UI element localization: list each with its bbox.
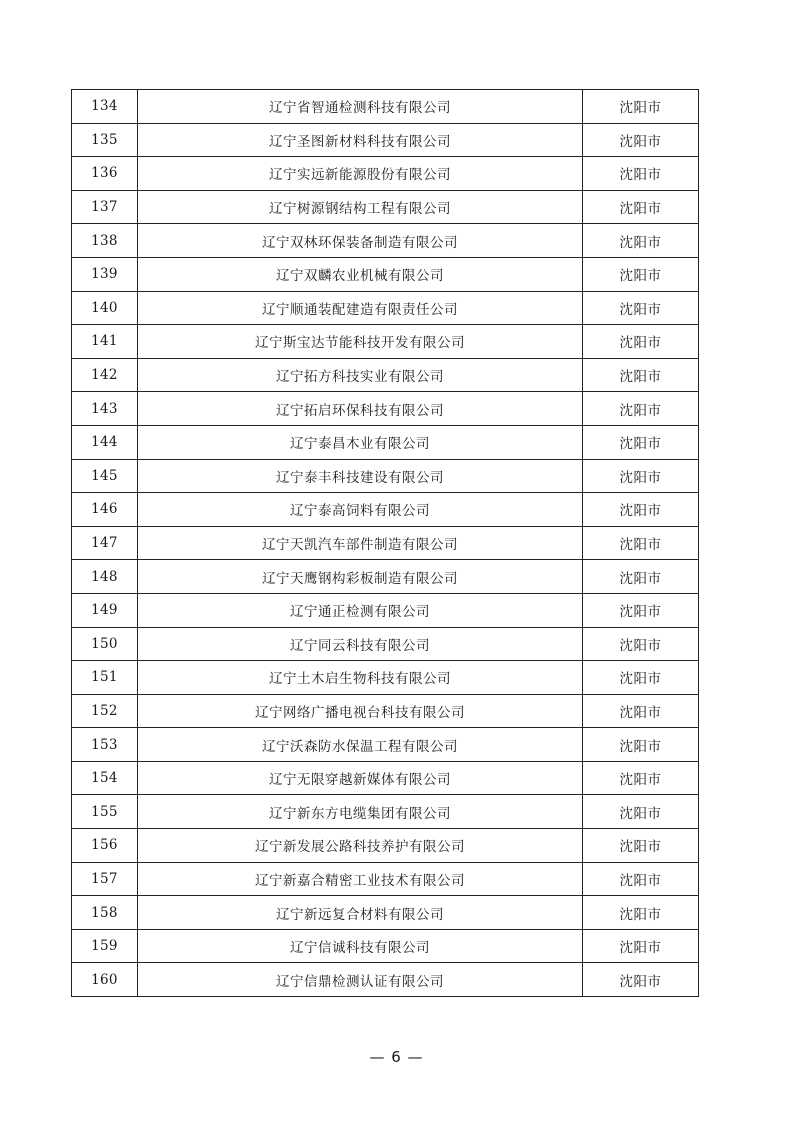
city-name: 沈阳市	[583, 829, 699, 863]
city-name: 沈阳市	[583, 795, 699, 829]
company-name: 辽宁信诚科技有限公司	[138, 929, 583, 963]
row-number: 145	[72, 459, 138, 493]
city-name: 沈阳市	[583, 896, 699, 930]
table-row	[72, 963, 699, 997]
table-row	[72, 627, 699, 661]
company-name: 辽宁新发展公路科技养护有限公司	[138, 829, 583, 863]
row-number: 142	[72, 358, 138, 392]
row-number: 141	[72, 325, 138, 359]
company-name: 辽宁新远复合材料有限公司	[138, 896, 583, 930]
table-row	[72, 560, 699, 594]
table-row	[72, 829, 699, 863]
city-name: 沈阳市	[583, 627, 699, 661]
company-name: 辽宁同云科技有限公司	[138, 627, 583, 661]
table-row	[72, 459, 699, 493]
company-name: 辽宁无限穿越新媒体有限公司	[138, 761, 583, 795]
row-number: 136	[72, 157, 138, 191]
row-number: 147	[72, 526, 138, 560]
table-row	[72, 493, 699, 527]
city-name: 沈阳市	[583, 123, 699, 157]
row-number: 146	[72, 493, 138, 527]
row-number: 140	[72, 291, 138, 325]
city-name: 沈阳市	[583, 694, 699, 728]
city-name: 沈阳市	[583, 593, 699, 627]
row-number: 160	[72, 963, 138, 997]
table-row	[72, 90, 699, 124]
company-name: 辽宁泰丰科技建设有限公司	[138, 459, 583, 493]
row-number: 138	[72, 224, 138, 258]
city-name: 沈阳市	[583, 862, 699, 896]
city-name: 沈阳市	[583, 963, 699, 997]
city-name: 沈阳市	[583, 392, 699, 426]
company-name: 辽宁信鼎检测认证有限公司	[138, 963, 583, 997]
table-row	[72, 694, 699, 728]
city-name: 沈阳市	[583, 493, 699, 527]
table-row	[72, 123, 699, 157]
table-row	[72, 862, 699, 896]
table-row	[72, 896, 699, 930]
row-number: 159	[72, 929, 138, 963]
table-row	[72, 291, 699, 325]
city-name: 沈阳市	[583, 459, 699, 493]
city-name: 沈阳市	[583, 358, 699, 392]
company-name: 辽宁斯宝达节能科技开发有限公司	[138, 325, 583, 359]
table-row	[72, 593, 699, 627]
row-number: 156	[72, 829, 138, 863]
row-number: 157	[72, 862, 138, 896]
city-name: 沈阳市	[583, 224, 699, 258]
city-name: 沈阳市	[583, 761, 699, 795]
company-name: 辽宁实远新能源股份有限公司	[138, 157, 583, 191]
company-name: 辽宁天鹰钢构彩板制造有限公司	[138, 560, 583, 594]
city-name: 沈阳市	[583, 291, 699, 325]
table-row	[72, 929, 699, 963]
company-name: 辽宁双林环保装备制造有限公司	[138, 224, 583, 258]
company-name: 辽宁泰昌木业有限公司	[138, 425, 583, 459]
company-name: 辽宁泰高饲料有限公司	[138, 493, 583, 527]
city-name: 沈阳市	[583, 929, 699, 963]
company-name: 辽宁树源钢结构工程有限公司	[138, 190, 583, 224]
row-number: 155	[72, 795, 138, 829]
row-number: 158	[72, 896, 138, 930]
row-number: 143	[72, 392, 138, 426]
company-name: 辽宁新东方电缆集团有限公司	[138, 795, 583, 829]
company-name: 辽宁土木启生物科技有限公司	[138, 661, 583, 695]
row-number: 148	[72, 560, 138, 594]
page-number: — 6 —	[369, 1048, 424, 1066]
city-name: 沈阳市	[583, 526, 699, 560]
table-row	[72, 761, 699, 795]
company-name: 辽宁天凯汽车部件制造有限公司	[138, 526, 583, 560]
row-number: 144	[72, 425, 138, 459]
company-name: 辽宁沃森防水保温工程有限公司	[138, 728, 583, 762]
company-name: 辽宁网络广播电视台科技有限公司	[138, 694, 583, 728]
city-name: 沈阳市	[583, 190, 699, 224]
company-name: 辽宁拓启环保科技有限公司	[138, 392, 583, 426]
table-row	[72, 392, 699, 426]
table-row	[72, 526, 699, 560]
company-name: 辽宁圣图新材料科技有限公司	[138, 123, 583, 157]
row-number: 150	[72, 627, 138, 661]
row-number: 151	[72, 661, 138, 695]
company-name: 辽宁新嘉合精密工业技术有限公司	[138, 862, 583, 896]
company-table-body	[72, 90, 699, 997]
table-row	[72, 358, 699, 392]
row-number: 134	[72, 90, 138, 124]
company-name: 辽宁省智通检测科技有限公司	[138, 90, 583, 124]
table-row	[72, 795, 699, 829]
table-row	[72, 224, 699, 258]
row-number: 149	[72, 593, 138, 627]
city-name: 沈阳市	[583, 157, 699, 191]
company-name: 辽宁通正检测有限公司	[138, 593, 583, 627]
city-name: 沈阳市	[583, 325, 699, 359]
row-number: 154	[72, 761, 138, 795]
row-number: 153	[72, 728, 138, 762]
table-row	[72, 190, 699, 224]
company-name: 辽宁双麟农业机械有限公司	[138, 257, 583, 291]
city-name: 沈阳市	[583, 728, 699, 762]
row-number: 152	[72, 694, 138, 728]
table-row	[72, 661, 699, 695]
company-name: 辽宁拓方科技实业有限公司	[138, 358, 583, 392]
table-row	[72, 157, 699, 191]
table-row	[72, 257, 699, 291]
row-number: 137	[72, 190, 138, 224]
company-table	[71, 89, 699, 997]
city-name: 沈阳市	[583, 661, 699, 695]
city-name: 沈阳市	[583, 257, 699, 291]
table-row	[72, 325, 699, 359]
city-name: 沈阳市	[583, 560, 699, 594]
company-name: 辽宁顺通装配建造有限责任公司	[138, 291, 583, 325]
table-row	[72, 425, 699, 459]
city-name: 沈阳市	[583, 90, 699, 124]
city-name: 沈阳市	[583, 425, 699, 459]
table-row	[72, 728, 699, 762]
row-number: 139	[72, 257, 138, 291]
row-number: 135	[72, 123, 138, 157]
